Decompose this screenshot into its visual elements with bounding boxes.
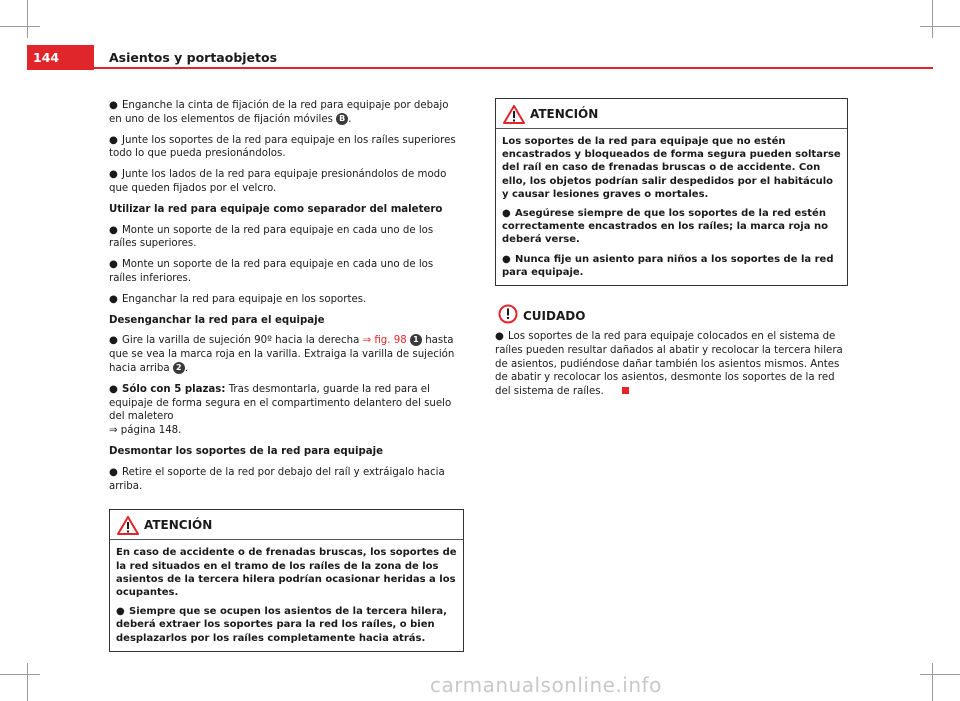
bullet-icon: ● xyxy=(109,466,118,478)
warning-body xyxy=(496,129,847,285)
section-heading: Desenganchar la red para el equipaje xyxy=(109,314,325,326)
crop-mark xyxy=(27,663,28,701)
warning-triangle-icon xyxy=(503,105,525,128)
reference-marker: 2 xyxy=(173,362,185,374)
bullet-icon: ● xyxy=(109,335,118,347)
warning-text: En caso de accidente o de frenadas bruscas, los soportes de la red situados en el tramo de los raíles de la zona de los asientos de la tercera hilera podrían ocasionar heridas a los ocupantes. xyxy=(116,547,457,598)
header-rule xyxy=(94,67,933,69)
bullet-icon: ● xyxy=(109,169,118,181)
list-item: ● Monte un soporte de la red para equipaje en cada uno de los raíles inferiores. xyxy=(109,259,434,284)
list-item: ● Nunca fije un asiento para niños a los soportes de la red para equipaje. xyxy=(502,253,834,278)
crop-mark xyxy=(932,0,933,38)
watermark: carmanualsonline.info xyxy=(430,673,662,697)
warning-title: ATENCIÓN xyxy=(144,518,213,533)
list-item: ● Monte un soporte de la red para equipaje en cada uno de los raíles superiores. xyxy=(109,224,434,250)
warning-text: Los soportes de la red para equipaje que no estén encastrados y bloqueados de forma segura pueden soltarse del raíl en caso de frenadas bruscas o de accidente. Con ello, los objetos podrían salir despedidos por el habitáculo y causar lesiones graves o mortales. xyxy=(502,136,841,200)
list-item: ● Enganchar la red para equipaje en los soportes. xyxy=(109,293,367,305)
list-item: ● Siempre que se ocupen los asientos de la tercera hilera, deberá extraer los soportes para la red los raíles, o bien desplazarlos por los raíles completamente hacia atrás. xyxy=(116,606,447,644)
section-heading: Utilizar la red para equipaje como separador del maletero xyxy=(109,203,443,215)
list-item: ● Gire la varilla de sujeción 90º hacia la derecha ⇒ fig. 98 1 hasta que se vea la marca roja en la varilla. Extraiga la varilla de sujeción hacia arriba 2 . xyxy=(109,335,455,374)
bullet-icon: ● xyxy=(495,331,504,343)
caution-circle-icon xyxy=(498,304,518,328)
crop-mark xyxy=(932,663,933,701)
bullet-icon: ● xyxy=(502,253,511,265)
list-item: ● Los soportes de la red para equipaje colocados en el sistema de raíles pueden resultar dañados al abatir y recolocar la tercera hilera de asientos, pudiéndose dañar también los asientos mismos. Antes de abatir y recolocar los asientos, desmonte los soportes de la red del sistema de raíles. xyxy=(495,331,843,398)
left-column xyxy=(109,99,464,652)
bullet-icon: ● xyxy=(109,224,118,236)
caution-header xyxy=(495,304,848,328)
reference-marker: B xyxy=(336,113,348,125)
crop-mark xyxy=(27,0,28,38)
warning-box xyxy=(495,98,848,286)
warning-header xyxy=(110,510,463,540)
bullet-icon: ● xyxy=(116,606,125,618)
warning-triangle-icon xyxy=(117,516,139,539)
right-column xyxy=(495,98,848,406)
bullet-icon: ● xyxy=(109,100,118,111)
list-item: ● Sólo con 5 plazas: Tras desmontarla, guarde la red para el equipaje de forma segura en el compartimento delantero del suelo del maletero ⇒ página 148. xyxy=(109,383,452,437)
warning-body xyxy=(110,540,463,650)
bullet-icon: ● xyxy=(109,383,118,395)
crop-mark xyxy=(0,26,40,27)
warning-header xyxy=(496,99,847,129)
page-link[interactable]: ⇒ página 148. xyxy=(109,425,182,437)
crop-mark xyxy=(920,674,960,675)
page-number: 144 xyxy=(33,50,60,65)
figure-link[interactable]: ⇒ fig. 98 xyxy=(362,335,407,347)
crop-mark xyxy=(920,26,960,27)
end-of-section-icon xyxy=(622,387,629,394)
bullet-icon: ● xyxy=(502,208,511,220)
section-heading: Desmontar los soportes de la red para equipaje xyxy=(109,445,384,457)
list-item: ● Junte los lados de la red para equipaje presionándolos de modo que queden fijados por el velcro. xyxy=(109,169,447,194)
list-item: ● Retire el soporte de la red por debajo del raíl y extráigalo hacia arriba. xyxy=(109,466,445,492)
bullet-icon: ● xyxy=(109,134,118,146)
list-item: ● Junte los soportes de la red para equipaje en los raíles superiores todo lo que pueda presionándolos. xyxy=(109,134,456,160)
bullet-icon: ● xyxy=(109,293,118,305)
reference-marker: 1 xyxy=(410,334,422,346)
caution-title: CUIDADO xyxy=(523,309,586,324)
bullet-icon: ● xyxy=(109,259,118,271)
list-item: ● Enganche la cinta de fijación de la red para equipaje por debajo en uno de los elementos de fijación móviles B . xyxy=(109,100,449,125)
list-item: ● Asegúrese siempre de que los soportes de la red estén correctamente encastrados en los raíles; la marca roja no deberá verse. xyxy=(502,208,828,246)
warning-box xyxy=(109,509,464,651)
page-title: Asientos y portaobjetos xyxy=(109,50,278,65)
crop-mark xyxy=(0,674,40,675)
warning-title: ATENCIÓN xyxy=(530,107,599,121)
